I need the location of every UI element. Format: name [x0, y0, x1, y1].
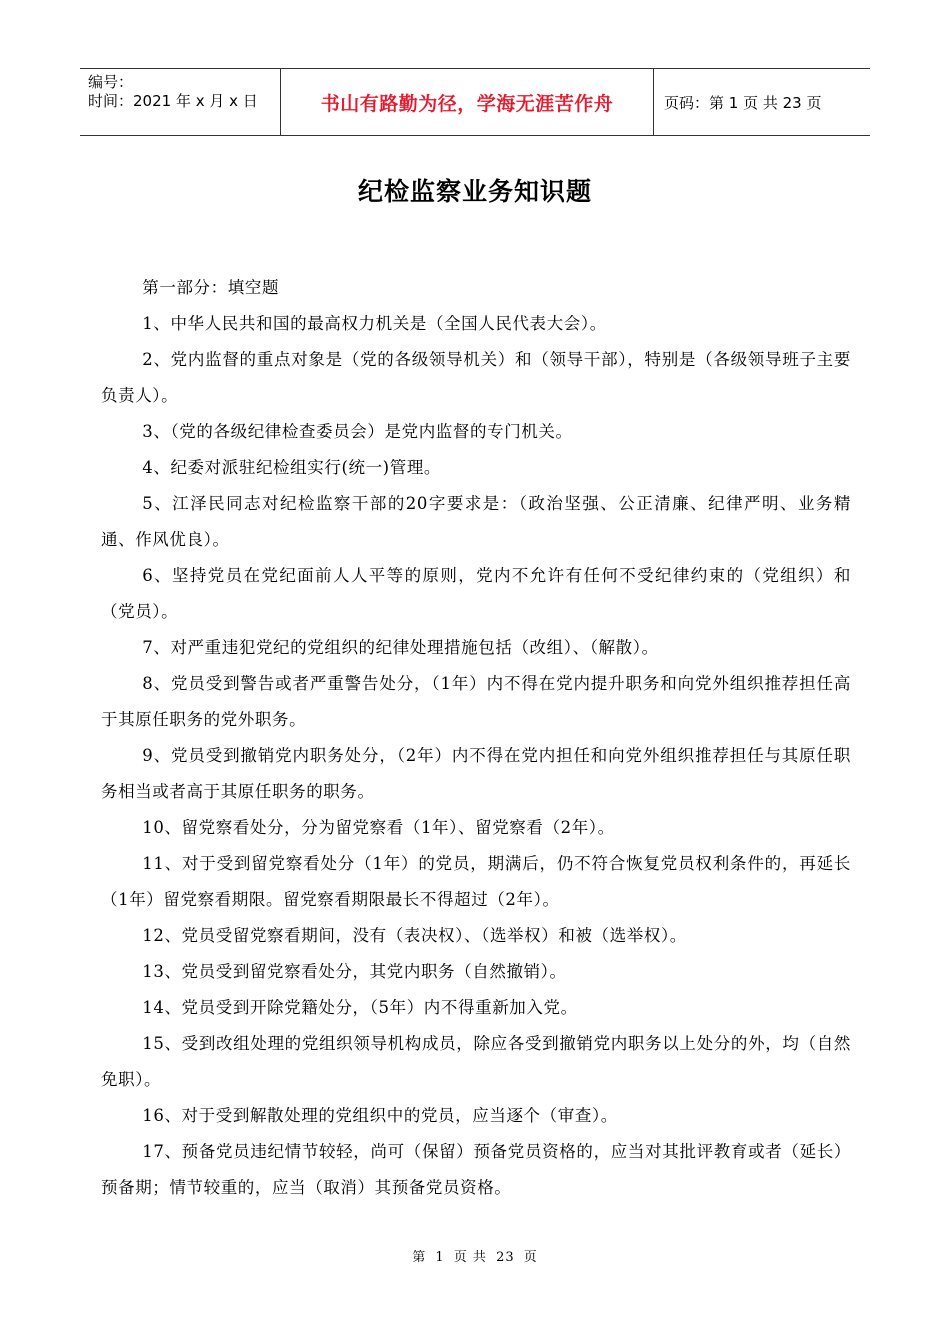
- question-paragraph: 4、纪委对派驻纪检组实行(统一)管理。: [142, 458, 442, 477]
- question-paragraph: 5、江泽民同志对纪检监察干部的20字要求是：（政治坚强、公正清廉、纪律严明、业务精通、作风优良）。: [101, 494, 851, 549]
- question-paragraph: 16、对于受到解散处理的党组织中的党员，应当逐个（审查）。: [142, 1106, 618, 1125]
- question-paragraph: 13、党员受到留党察看处分，其党内职务（自然撤销）。: [142, 962, 567, 981]
- question-paragraph: 3、（党的各级纪律检查委员会）是党内监督的专门机关。: [142, 422, 573, 441]
- question-paragraph: 10、留党察看处分，分为留党察看（1年）、留党察看（2年）。: [142, 818, 615, 837]
- question-paragraph: 9、党员受到撤销党内职务处分，（2年）内不得在党内担任和向党外组织推荐担任与其原任职务相当或者高于其原任职务的职务。: [101, 746, 851, 801]
- question-paragraph: 14、党员受到开除党籍处分，（5年）内不得重新加入党。: [142, 998, 578, 1017]
- footer-mid: 页 共: [453, 1250, 487, 1265]
- number-label: 编号：: [88, 73, 134, 91]
- header-meta: [80, 69, 281, 135]
- question-paragraph: 17、预备党员违纪情节较轻，尚可（保留）预备党员资格的，应当对其批评教育或者（延长）预备期；情节较重的，应当（取消）其预备党员资格。: [101, 1142, 851, 1197]
- question-paragraph: 7、对严重违犯党纪的党组织的纪律处理措施包括（改组）、（解散）。: [142, 638, 659, 657]
- page-footer: [0, 1246, 950, 1265]
- header-motto: 书山有路勤为径，学海无涯苦作舟: [281, 69, 654, 135]
- header-page-info: 页码：第 1 页 共 23 页: [664, 93, 822, 112]
- question-paragraph: 1、中华人民共和国的最高权力机关是（全国人民代表大会）。: [142, 314, 607, 333]
- footer-suffix: 页: [523, 1250, 538, 1265]
- footer-page-number: 1: [435, 1250, 445, 1265]
- time-label: 时间：2021 年 x 月 x 日: [88, 92, 258, 110]
- document-title: 纪检监察业务知识题: [357, 177, 592, 206]
- question-paragraph: 6、坚持党员在党纪面前人人平等的原则，党内不允许有任何不受纪律约束的（党组织）和（党员）。: [101, 566, 851, 621]
- question-paragraph: 11、对于受到留党察看处分（1年）的党员，期满后，仍不符合恢复党员权利条件的，再延长（1年）留党察看期限。留党察看期限最长不得超过（2年）。: [101, 854, 851, 909]
- question-paragraph: 8、党员受到警告或者严重警告处分，（1年）内不得在党内提升职务和向党外组织推荐担任高于其原任职务的党外职务。: [101, 674, 851, 729]
- footer-prefix: 第: [412, 1250, 427, 1265]
- question-paragraph: 12、党员受留党察看期间，没有（表决权）、（选举权）和被（选举权）。: [142, 926, 687, 945]
- document-body: [101, 270, 851, 1206]
- footer-total-pages: 23: [496, 1250, 515, 1265]
- question-paragraph: 15、受到改组处理的党组织领导机构成员，除应各受到撤销党内职务以上处分的外，均（自然免职）。: [101, 1034, 851, 1089]
- document-header: [80, 68, 870, 136]
- question-paragraph: 2、党内监督的重点对象是（党的各级领导机关）和（领导干部），特别是（各级领导班子主要负责人）。: [101, 350, 851, 405]
- section-heading: 第一部分：填空题: [142, 278, 280, 297]
